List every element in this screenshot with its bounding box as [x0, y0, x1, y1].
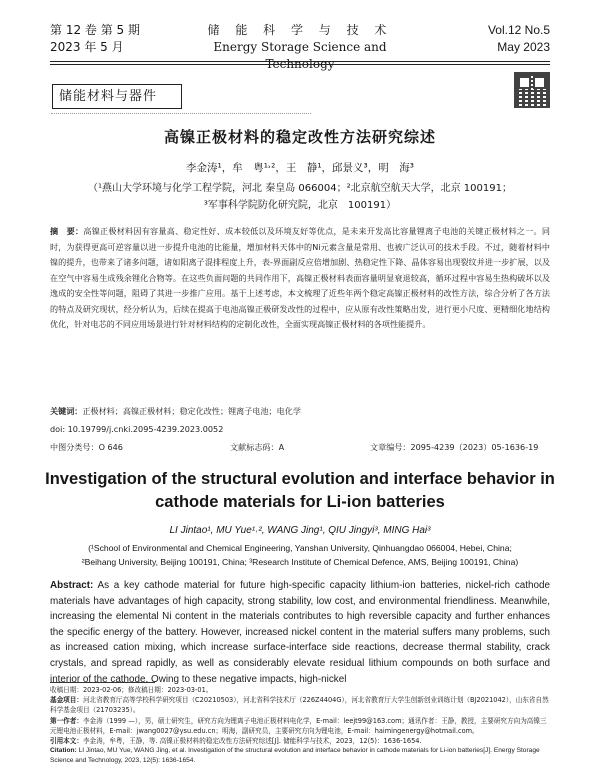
footnotes: [50, 685, 550, 767]
affiliation-cn-line: ³军事科学院防化研究院，北京 100191）: [203, 200, 397, 211]
date-en: May 2023: [497, 40, 550, 54]
footnote-author-text: 李金涛（1999 —），男，硕士研究生，研究方向为锂离子电池正极材料电化学，E-mail：leejt99@163.com；通讯作者：王静，教授，主要研究方向为高镍三元锂电池正极材料，E-mail：jwang0027@ysu.edu.cn；明海，副研究员，主要研究方向为锂电池，E-mail：haimingenergy@hotmail.com。: [50, 716, 547, 735]
article-number: 文章编号：2095-4239（2023）05-1636-19: [370, 442, 539, 452]
header-divider: [50, 61, 550, 62]
date-cn: 2023 年 5 月: [50, 40, 124, 54]
footnote-received: 收稿日期：2023-02-06；修改稿日期：2023-03-01。: [50, 686, 213, 694]
authors-cn: 李金涛¹，牟 粤¹˒²，王 静¹，邱景义³，明 海³: [186, 162, 414, 174]
journal-name: [180, 22, 420, 73]
footnote-citation-en-text: LI Jintao, MU Yue, WANG Jing, et al. Investigation of the structural evolution and interface behavior in cathode materials for Li-ion batteries[J]. Energy Storage Science and Technology, 2023, 12(5): 1636-1654.: [50, 747, 540, 765]
header-volume-en: [488, 22, 550, 56]
affiliation-cn-line: （¹燕山大学环境与化学工程学院，河北 秦皇岛 066004；²北京航空航天大学，北京 100191；: [88, 183, 512, 194]
abstract-en: [50, 578, 550, 687]
volume-issue-cn: 第 12 卷 第 5 期: [50, 23, 140, 37]
footnote-cite-cn-text: 李金涛，牟粤，王静，等. 高镍正极材料的稳定改性方法研究综述[J]. 储能科学与技术，2023，12(5)：1636-1654.: [82, 737, 422, 746]
footnote-cite-cn-label: 引用本文：: [50, 737, 83, 746]
doi: doi: 10.19799/j.cnki.2095-4239.2023.0052: [50, 424, 224, 434]
footnote-citation-en: [50, 746, 550, 766]
abstract-cn: [50, 224, 550, 333]
journal-name-en: Energy Storage Science and Technology: [213, 40, 387, 71]
volume-issue-en: Vol.12 No.5: [487, 23, 550, 37]
authors-en: LI Jintao¹, MU Yue¹˒², WANG Jing¹, QIU Jingyi³, MING Hai³: [169, 525, 431, 536]
footnote-author-label: 第一作者：: [50, 716, 83, 725]
affiliation-en-line: ²Beihang University, Beijing 100191, China; ³Research Institute of Chemical Defence, AMS, Beijing 100191, China): [81, 557, 519, 567]
document-code: 文献标志码：A: [230, 442, 285, 452]
header-volume-cn: [50, 22, 140, 56]
footnote-cite-cn: [50, 736, 550, 746]
affiliation-en-line: (¹School of Environmental and Chemical Engineering, Yanshan University, Qinhuangdao 066004, Hebei, China;: [88, 543, 512, 553]
footnote-funding: [50, 695, 550, 715]
abstract-cn-text: 高镍正极材料因有容量高、稳定性好、成本较低以及环境友好等优点，是未来开发高比容量锂离子电池的关键正极材料之一。同时，为获得更高可逆容量以进一步提升电池的比能量，增加材料天体中的Ni元素含量是常用、也被广泛认可的技术手段。不过，随着材料中镍的提升，也带来了诸多问题，诸如阳离子混排程度上升，表-界面副反应倍增加剧、热稳定性下降、晶体容易出现裂纹并进一步扩展，以及在空气中容易生成残余锂化合物等。在这些负面问题的共同作用下，高镍正极材料表面容量明显衰退较高，循环过程中容易生热构破坏以及逸成的安全性等问题，阻碍了其进一步推广应用。基于上述考虑，本文梳理了近些年两个稳定高镍正极材料的改性方法，综合分析了各方法的特点及研究现状，经分析认为，后续在提高于电池高镍正极研发改性的过程中，应从原有改性策略出发，进行更小尺度、更精细化地结构优化，针对电芯的不同应用场景进行针对材料结构的定制化改性，全面实现高镍正极材料的各项性能提升。: [50, 226, 550, 329]
keywords-cn-label: 关键词：: [50, 406, 83, 416]
journal-name-cn: 储 能 科 学 与 技 术: [207, 23, 393, 37]
section-underline: [51, 113, 311, 114]
affiliations-en: [40, 541, 560, 569]
footnote-funding-text: 河北省教育厅高等学校科学研究项目（C20210503），河北省科学技术厅（226Z4404G），河北省教育厅大学生创新创业训练计划（BJ2021042），山东省自然科学基金项目（21703235）。: [50, 696, 549, 715]
footnote-author: [50, 716, 550, 736]
article-title-en: Investigation of the structural evolution and interface behavior in cathode materials for Li-ion batteries: [45, 470, 555, 511]
affiliations-cn: [70, 180, 530, 214]
abstract-en-text: As a key cathode material for future high-specific capacity lithium-ion batteries, nickel-rich cathode materials have advantages of high capacity, strong stability, low cost, and environmental friendliness. Meanwhile, increasing the elemental Ni content in the materials contributes to high reversible capacity and further enhances the specific energy of the battery. However, increased nickel content in the material suffers many problems, such as increased cation mixing, which increase surface-interface side reactions, decrease thermal stability, crack crystals, and spread rapidly, as well as considerably elevate residual lithium compounds on both surface and interior of the cathode. Owing to these negative impacts, high-nickel: [50, 580, 550, 685]
section-tag-label: 储能材料与器件: [59, 89, 158, 104]
abstract-cn-label: 摘 要：: [50, 226, 84, 236]
class-number: 中图分类号：O 646: [50, 442, 123, 452]
header-divider-thin: [50, 64, 550, 65]
footnote-citation-en-label: Citation:: [50, 747, 77, 755]
keywords-cn: [50, 404, 550, 418]
abstract-en-label: Abstract:: [50, 580, 94, 591]
footnote-divider: [50, 682, 155, 683]
footnote-funding-label: 基金项目：: [50, 696, 83, 705]
article-title-cn: 高镍正极材料的稳定改性方法研究综述: [163, 128, 436, 146]
qr-code-icon: [514, 72, 550, 108]
section-tag: [52, 84, 182, 109]
keywords-cn-text: 正极材料；高镍正极材料；稳定化改性；锂离子电池；电化学: [82, 406, 301, 416]
